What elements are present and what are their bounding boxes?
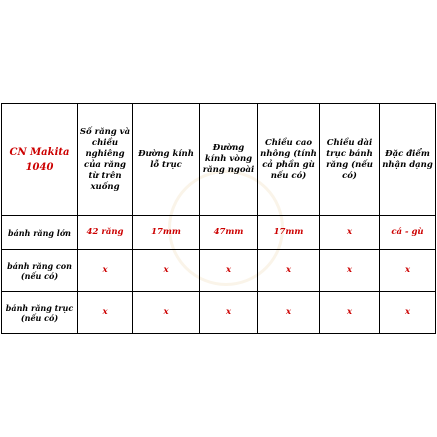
table-row xyxy=(2,292,436,334)
table-row xyxy=(2,250,436,292)
table-cell: x xyxy=(258,250,320,292)
table-cell: x xyxy=(380,292,436,334)
table-title: CN Makita 1040 xyxy=(2,104,78,216)
table-cell: x xyxy=(78,292,133,334)
row-label: bánh răng con (nếu có) xyxy=(2,250,78,292)
col-header-teeth: Số răng và chiều nghiêng của răng từ trên xuống xyxy=(78,104,133,216)
col-header-features: Đặc điểm nhận dạng xyxy=(380,104,436,216)
table-cell: 47mm xyxy=(200,216,258,250)
table-row xyxy=(2,216,436,250)
col-header-outer-diameter: Đường kính vòng răng ngoài xyxy=(200,104,258,216)
table-cell: x xyxy=(258,292,320,334)
spec-table xyxy=(1,103,436,334)
table-cell: 17mm xyxy=(258,216,320,250)
table-cell: x xyxy=(320,250,380,292)
table-cell: 42 răng xyxy=(78,216,133,250)
table-cell: x xyxy=(133,292,200,334)
col-header-shaft-length: Chiều dài trục bánh răng (nếu có) xyxy=(320,104,380,216)
table-cell: x xyxy=(133,250,200,292)
table-cell: x xyxy=(320,216,380,250)
table-cell: cá - gù xyxy=(380,216,436,250)
header-row xyxy=(2,104,436,216)
col-header-height: Chiều cao nhông (tính cả phần gù nếu có) xyxy=(258,104,320,216)
table-cell: x xyxy=(320,292,380,334)
table-cell: 17mm xyxy=(133,216,200,250)
col-header-bore: Đường kính lỗ trục xyxy=(133,104,200,216)
table-cell: x xyxy=(380,250,436,292)
row-label: bánh răng trục (nếu có) xyxy=(2,292,78,334)
table-cell: x xyxy=(78,250,133,292)
table-cell: x xyxy=(200,292,258,334)
table-cell: x xyxy=(200,250,258,292)
row-label: bánh răng lớn xyxy=(2,216,78,250)
